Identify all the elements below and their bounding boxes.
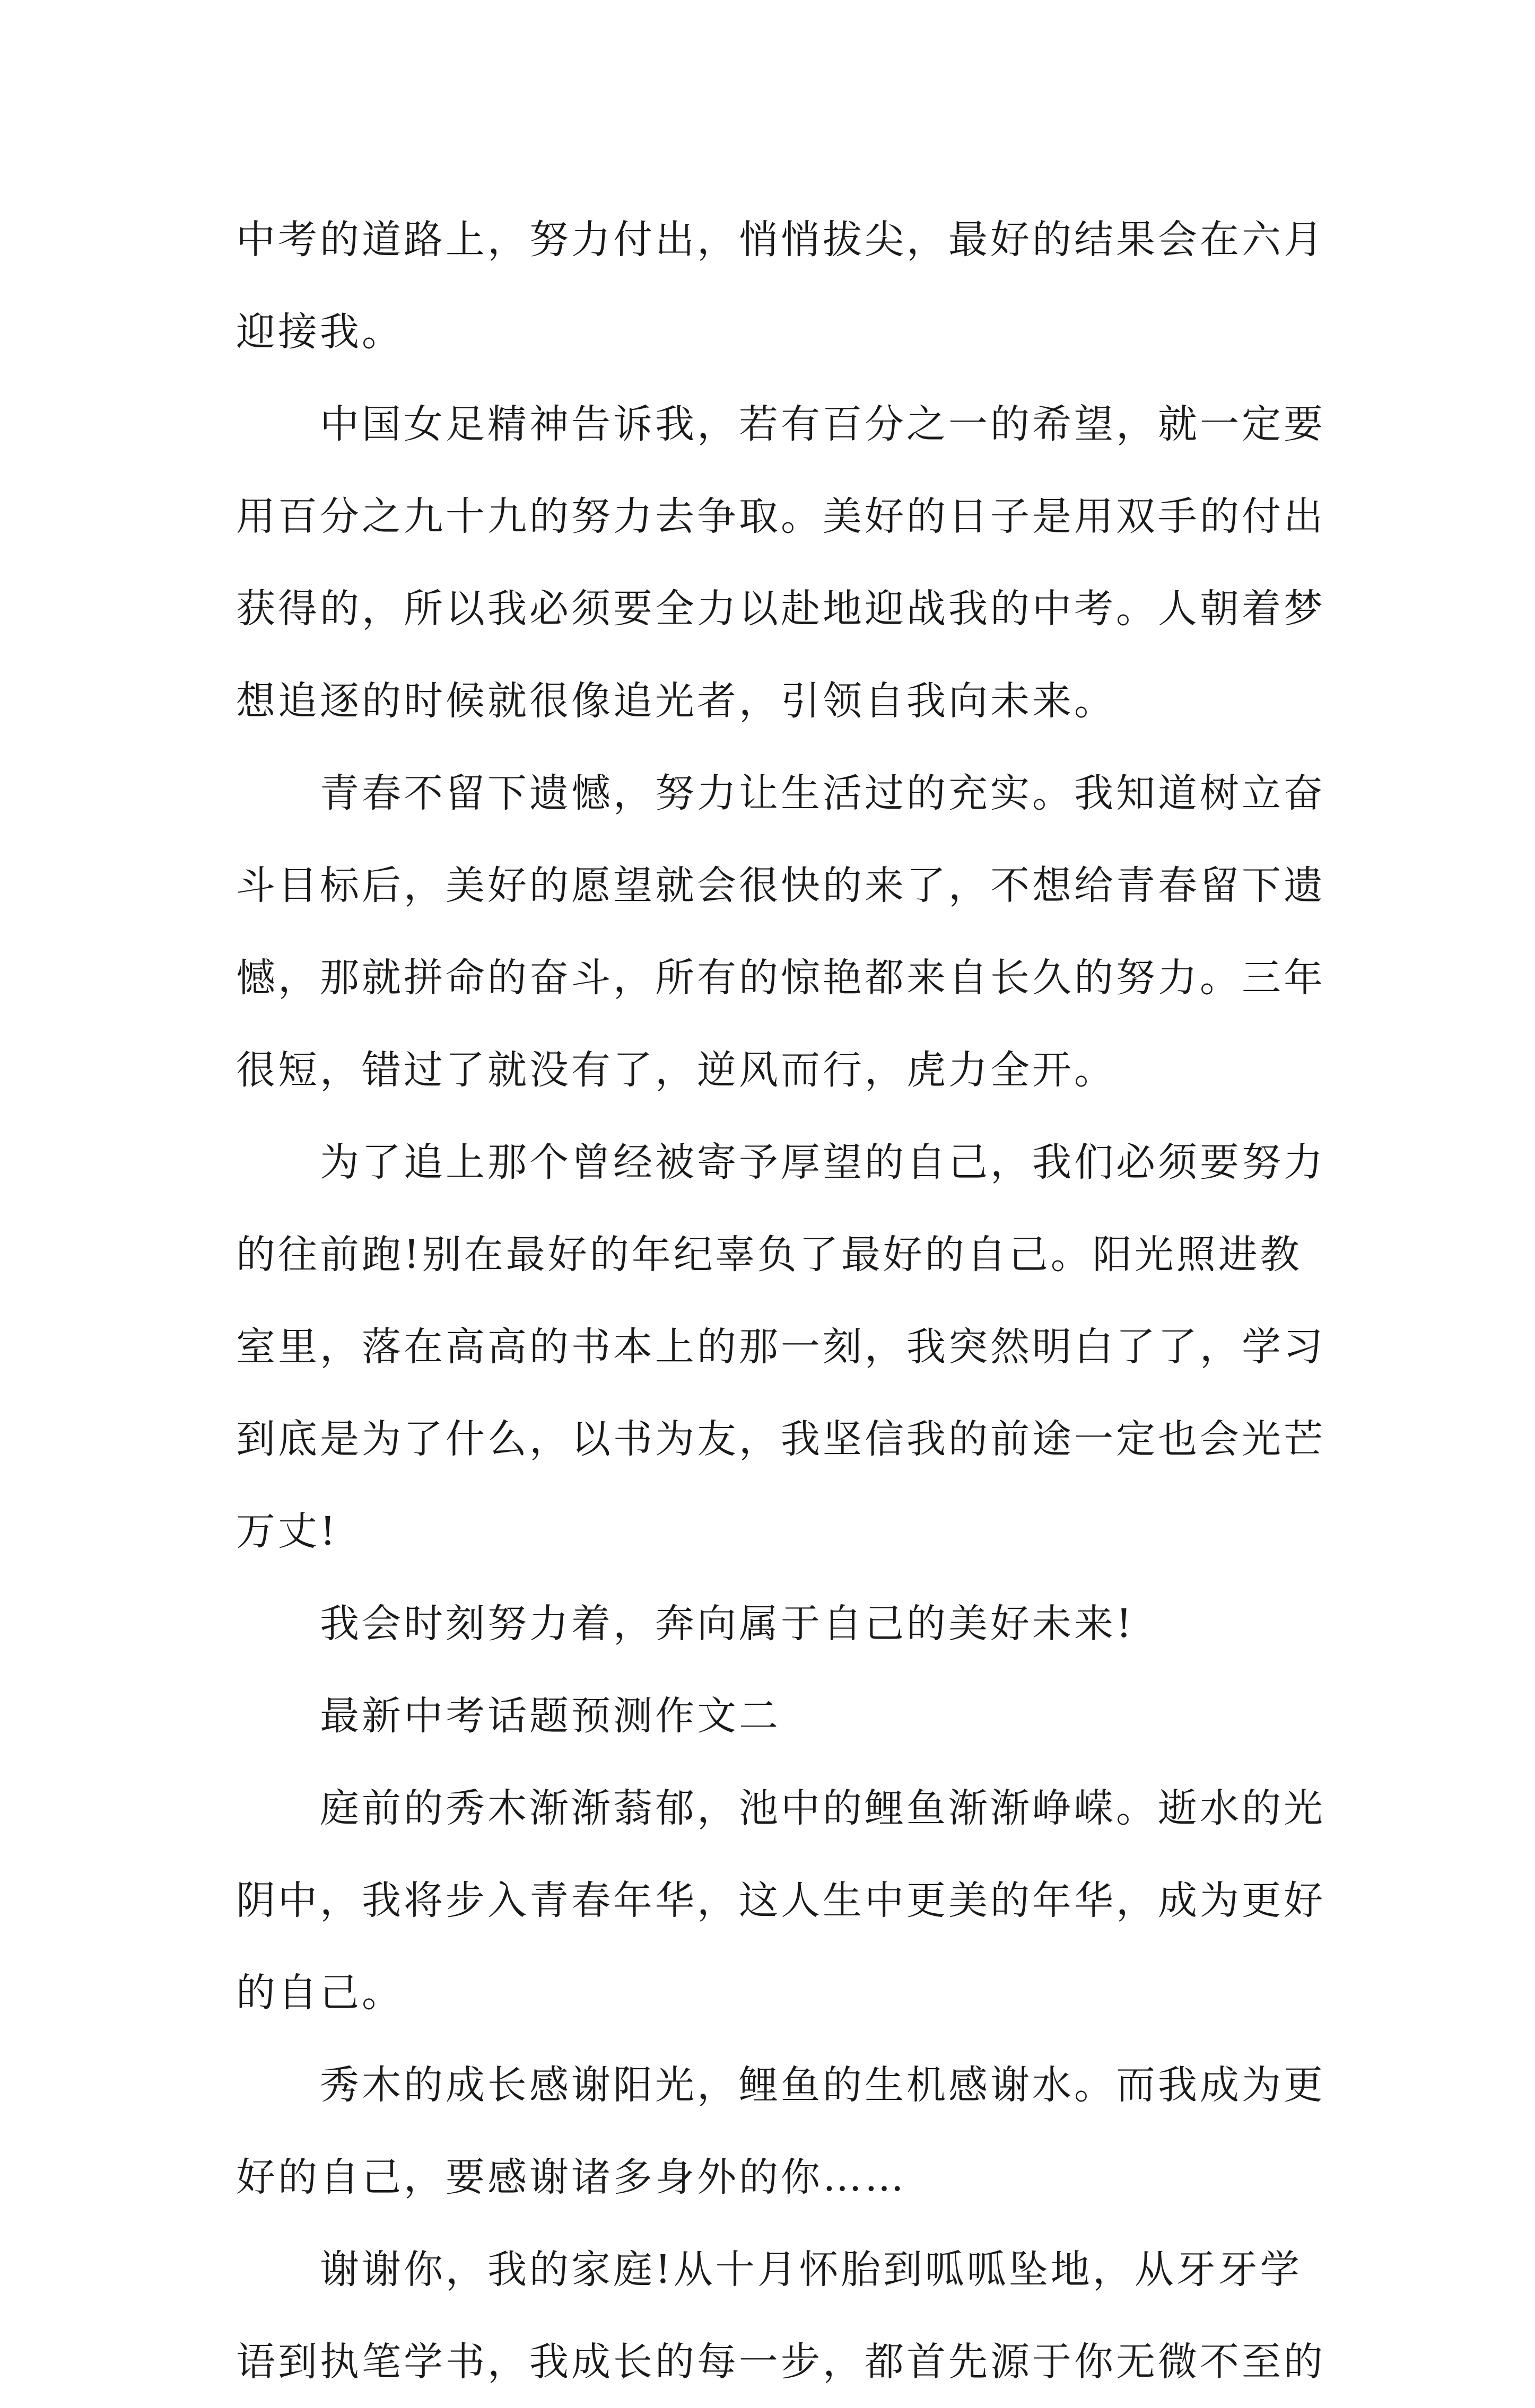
text-line: 的自己。 <box>236 1970 404 2016</box>
text-line: 秀木的成长感谢阳光，鲤鱼的生机感谢水。而我成为更 <box>320 2062 1325 2108</box>
text-line: 的往前跑!别在最好的年纪辜负了最好的自己。阳光照进教 <box>236 1232 1302 1277</box>
text-line: 想追逐的时候就很像追光者，引领自我向未来。 <box>236 678 1116 724</box>
text-line: 用百分之九十九的努力去争取。美好的日子是用双手的付出 <box>236 494 1325 539</box>
text-line: 憾，那就拼命的奋斗，所有的惊艳都来自长久的努力。三年 <box>236 955 1325 1001</box>
text-line: 阴中，我将步入青春年华，这人生中更美的年华，成为更好 <box>236 1878 1325 1923</box>
text-line: 斗目标后，美好的愿望就会很快的来了，不想给青春留下遗 <box>236 863 1325 908</box>
text-line: 庭前的秀木渐渐蓊郁，池中的鲤鱼渐渐峥嵘。逝水的光 <box>320 1785 1325 1831</box>
text-line: 青春不留下遗憾，努力让生活过的充实。我知道树立奋 <box>320 770 1325 816</box>
text-line: 我会时刻努力着，奔向属于自己的美好未来! <box>320 1601 1135 1647</box>
text-line: 很短，错过了就没有了，逆风而行，虎力全开。 <box>236 1047 1116 1093</box>
text-line: 万丈! <box>236 1509 338 1554</box>
text-line: 好的自己，要感谢诸多身外的你…… <box>236 2155 906 2200</box>
text-line: 获得的，所以我必须要全力以赴地迎战我的中考。人朝着梦 <box>236 586 1325 632</box>
text-line: 室里，落在高高的书本上的那一刻，我突然明白了了，学习 <box>236 1324 1325 1370</box>
text-line: 谢谢你，我的家庭!从十月怀胎到呱呱坠地，从牙牙学 <box>320 2247 1302 2292</box>
text-line: 中国女足精神告诉我，若有百分之一的希望，就一定要 <box>320 401 1325 447</box>
text-line: 为了追上那个曾经被寄予厚望的自己，我们必须要努力 <box>320 1140 1325 1185</box>
essay-body <box>236 194 1325 2408</box>
text-line: 迎接我。 <box>236 309 404 355</box>
text-line: 到底是为了什么，以书为友，我坚信我的前途一定也会光芒 <box>236 1416 1325 1462</box>
text-line: 中考的道路上，努力付出，悄悄拔尖，最好的结果会在六月 <box>236 217 1325 262</box>
section-heading: 最新中考话题预测作文二 <box>320 1693 781 1739</box>
text-line: 语到执笔学书，我成长的每一步，都首先源于你无微不至的 <box>236 2339 1325 2385</box>
